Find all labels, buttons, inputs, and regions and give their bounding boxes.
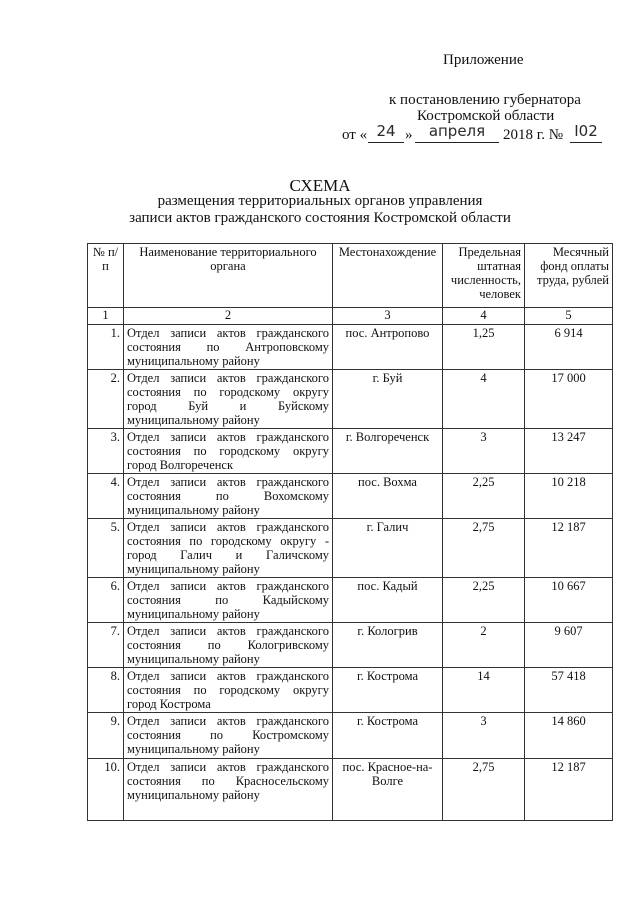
schema-title: СХЕМА	[289, 176, 351, 195]
table-row	[88, 668, 613, 713]
decree-line-1: к постановлению губернатора	[389, 92, 581, 108]
date-month: апреля	[428, 122, 486, 140]
row-number: 9.	[88, 713, 124, 759]
office-location: г. Буй	[333, 370, 443, 429]
column-index-row	[88, 308, 613, 325]
staff-limit: 2,25	[443, 474, 525, 519]
staff-limit: 14	[443, 668, 525, 713]
row-number: 8.	[88, 668, 124, 713]
table-row	[88, 429, 613, 474]
staff-limit: 4	[443, 370, 525, 429]
staff-limit: 3	[443, 429, 525, 474]
office-name: Отдел записи актов гражданского состояния по городскому округу город Кострома	[124, 668, 333, 713]
schema-subtitle-2: записи актов гражданского состояния Костромской области	[129, 210, 511, 226]
number-underline	[570, 142, 602, 143]
office-location: г. Кологрив	[333, 623, 443, 668]
column-header-name: Наименование территориального органа	[124, 244, 333, 308]
office-name: Отдел записи актов гражданского состояния по Красносельскому муниципальному району	[124, 759, 333, 821]
office-name: Отдел записи актов гражданского состояния по Вохомскому муниципальному району	[124, 474, 333, 519]
day-underline	[368, 142, 404, 143]
column-index: 5	[525, 308, 613, 325]
row-number: 7.	[88, 623, 124, 668]
office-location: пос. Кадый	[333, 578, 443, 623]
column-header-number: № п/п	[88, 244, 124, 308]
office-name: Отдел записи актов гражданского состояния по Антроповскому муниципальному району	[124, 325, 333, 370]
row-number: 10.	[88, 759, 124, 821]
table-row	[88, 578, 613, 623]
column-header-fund: Месячный фонд оплаты труда, рублей	[525, 244, 613, 308]
decree-line-2: Костромской области	[417, 108, 555, 124]
monthly-fund: 9 607	[525, 623, 613, 668]
monthly-fund: 14 860	[525, 713, 613, 759]
table-row	[88, 713, 613, 759]
row-number: 1.	[88, 325, 124, 370]
row-number: 4.	[88, 474, 124, 519]
staff-limit: 1,25	[443, 325, 525, 370]
column-index: 2	[124, 308, 333, 325]
schema-subtitle-1: размещения территориальных органов управления	[157, 193, 483, 209]
staff-limit: 3	[443, 713, 525, 759]
staff-limit: 2,25	[443, 578, 525, 623]
office-name: Отдел записи актов гражданского состояния по Костромскому муниципальному району	[124, 713, 333, 759]
table-header-row	[88, 244, 613, 308]
decree-number: I02	[574, 122, 598, 140]
monthly-fund: 12 187	[525, 519, 613, 578]
row-number: 3.	[88, 429, 124, 474]
staff-limit: 2,75	[443, 519, 525, 578]
appendix-label: Приложение	[443, 52, 524, 68]
office-location: пос. Вохма	[333, 474, 443, 519]
monthly-fund: 57 418	[525, 668, 613, 713]
office-name: Отдел записи актов гражданского состояния по городскому округу - город Галич и Галичскому муниципальному району	[124, 519, 333, 578]
office-location: пос. Антропово	[333, 325, 443, 370]
table-row	[88, 759, 613, 821]
office-name: Отдел записи актов гражданского состояния по Кологривскому муниципальному району	[124, 623, 333, 668]
monthly-fund: 6 914	[525, 325, 613, 370]
date-year: 2018 г. №	[503, 127, 564, 143]
staff-limit: 2,75	[443, 759, 525, 821]
office-location: г. Кострома	[333, 713, 443, 759]
date-day: 24	[376, 122, 396, 140]
monthly-fund: 12 187	[525, 759, 613, 821]
monthly-fund: 17 000	[525, 370, 613, 429]
date-prefix: от «	[342, 127, 368, 143]
date-mid: »	[405, 127, 413, 143]
column-index: 4	[443, 308, 525, 325]
office-name: Отдел записи актов гражданского состояния по городскому округу город Волгореченск	[124, 429, 333, 474]
office-location: г. Галич	[333, 519, 443, 578]
monthly-fund: 10 218	[525, 474, 613, 519]
schema-table	[87, 243, 613, 821]
column-header-location: Местонахождение	[333, 244, 443, 308]
table-row	[88, 474, 613, 519]
monthly-fund: 10 667	[525, 578, 613, 623]
row-number: 2.	[88, 370, 124, 429]
office-name: Отдел записи актов гражданского состояния по Кадыйскому муниципальному району	[124, 578, 333, 623]
column-index: 1	[88, 308, 124, 325]
office-location: пос. Красное-на-Волге	[333, 759, 443, 821]
office-name: Отдел записи актов гражданского состояния по городскому округу город Буй и Буйскому муниципальному району	[124, 370, 333, 429]
column-index: 3	[333, 308, 443, 325]
table-row	[88, 623, 613, 668]
table-row	[88, 519, 613, 578]
staff-limit: 2	[443, 623, 525, 668]
monthly-fund: 13 247	[525, 429, 613, 474]
month-underline	[415, 142, 499, 143]
office-location: г. Волгореченск	[333, 429, 443, 474]
row-number: 5.	[88, 519, 124, 578]
office-location: г. Кострома	[333, 668, 443, 713]
column-header-staff: Предельная штатная численность, человек	[443, 244, 525, 308]
table-row	[88, 325, 613, 370]
row-number: 6.	[88, 578, 124, 623]
table-row	[88, 370, 613, 429]
